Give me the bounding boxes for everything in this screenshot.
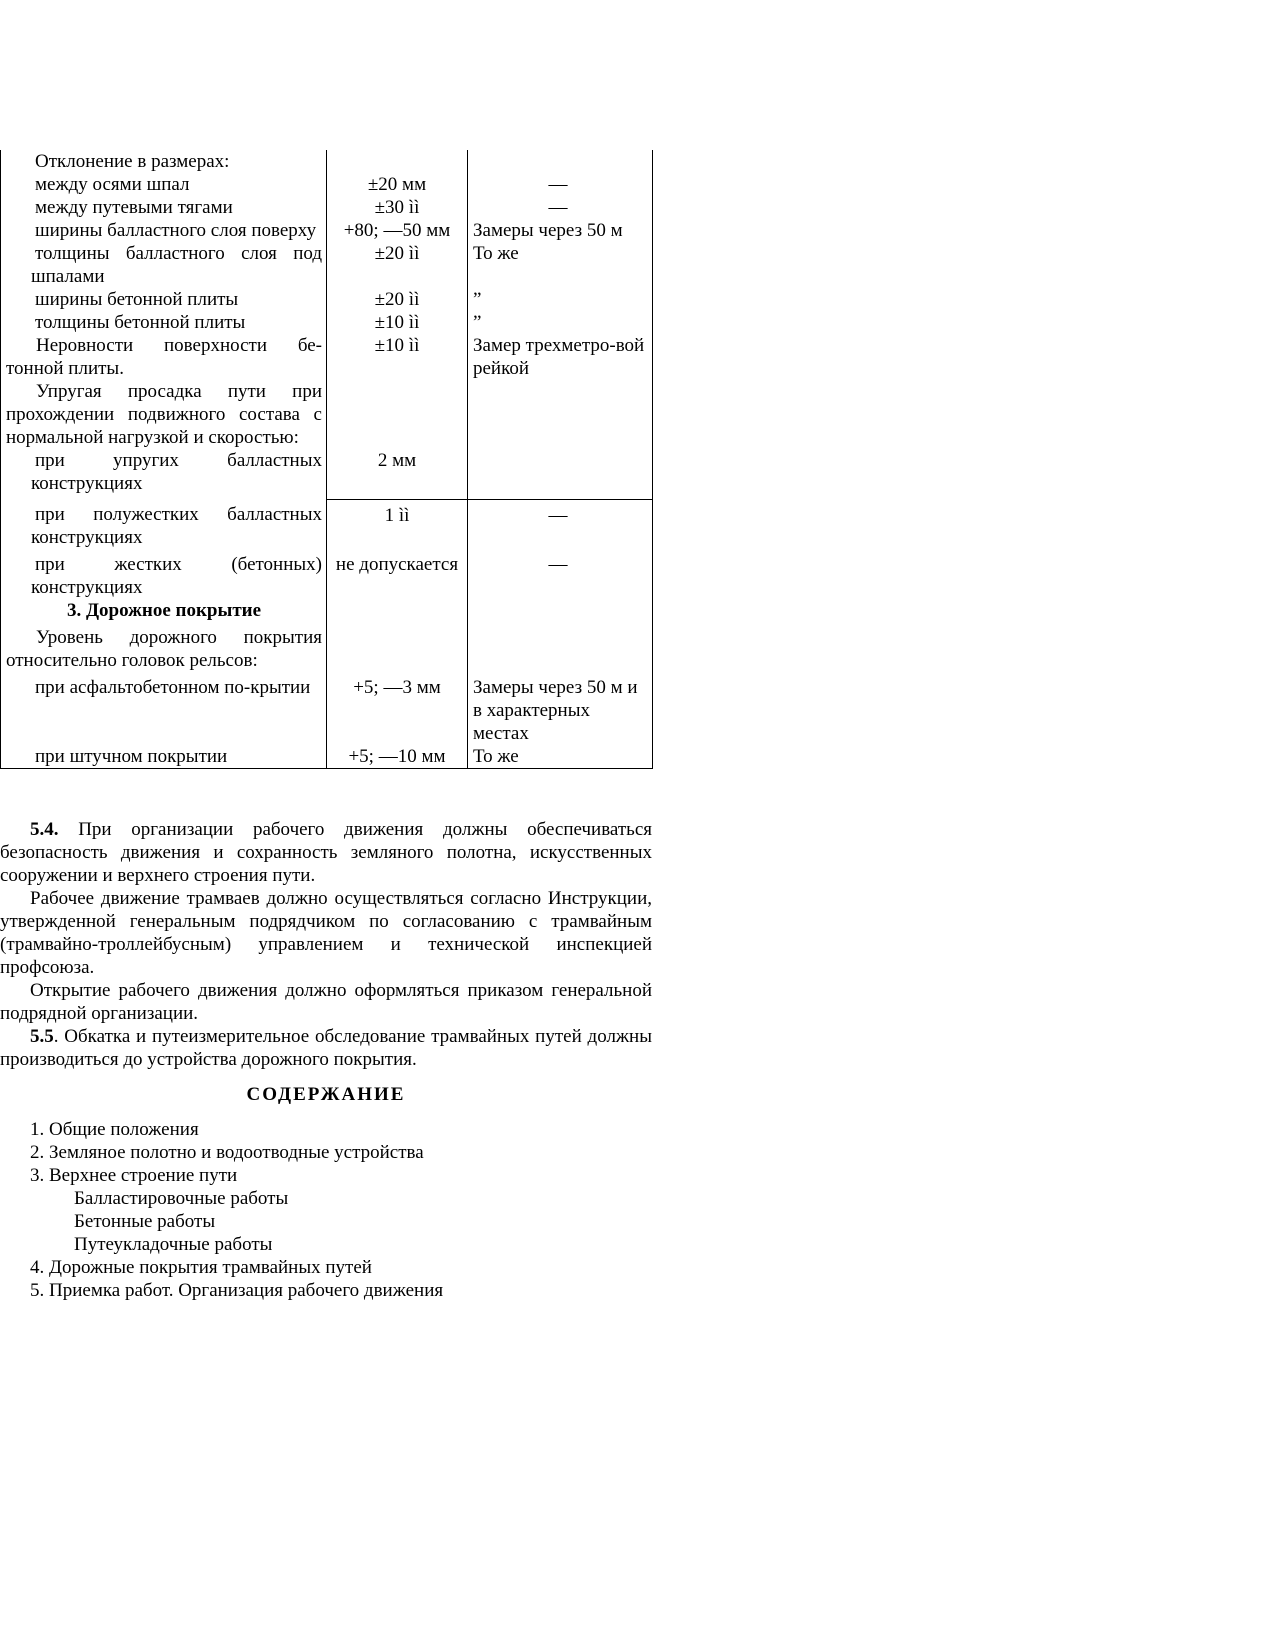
table-cell-tolerance: ±30 ìì — [327, 196, 468, 219]
toc-item: 1. Общие положения — [30, 1119, 199, 1140]
toc-subitem: Бетонные работы — [74, 1211, 216, 1232]
table-row — [1, 219, 653, 242]
table-cell-tolerance — [327, 622, 468, 676]
table-row — [1, 173, 653, 196]
table-row — [1, 745, 653, 769]
table-cell-parameter: Уровень дорожного покрытия относительно головок рельсов: — [1, 622, 327, 676]
table-of-contents — [30, 1118, 443, 1302]
table-cell-parameter: толщины бетонной плиты — [1, 311, 327, 334]
table-cell-tolerance: ±20 ìì — [327, 288, 468, 311]
toc-subitem: Балластировочные работы — [74, 1188, 289, 1209]
table-cell-note: Замер трехметро-вой рейкой — [468, 334, 653, 380]
table-cell-tolerance — [327, 150, 468, 173]
table-cell-note — [468, 449, 653, 499]
table-row — [1, 150, 653, 173]
table-row — [1, 380, 653, 449]
table-cell-tolerance: +5; —10 мм — [327, 745, 468, 769]
table-cell-parameter: толщины балластного слоя под шпалами — [1, 242, 327, 288]
table-cell-note: ” — [468, 288, 653, 311]
paragraph-work-traffic — [0, 887, 652, 979]
table-cell-parameter: при штучном покрытии — [1, 745, 327, 769]
table-cell-note — [468, 380, 653, 449]
table-row — [1, 242, 653, 288]
toc-item: 4. Дорожные покрытия трамвайных путей — [30, 1257, 372, 1278]
table-cell-tolerance: ±20 ìì — [327, 242, 468, 288]
table-row — [1, 622, 653, 676]
table-cell-tolerance: ±10 ìì — [327, 311, 468, 334]
paragraph-text: Открытие рабочего движения должно оформляться приказом генеральной подрядной организации. — [0, 980, 652, 1024]
toc-item: 5. Приемка работ. Организация рабочего движения — [30, 1280, 444, 1301]
paragraph-text: Рабочее движение трамваев должно осуществляться согласно Инструкции, утвержденной генеральным подрядчиком по согласованию с трамвайным (трамвайно-троллейбусным) управлением и технической инспекцией профсоюза. — [0, 888, 652, 978]
table-row — [1, 676, 653, 745]
table-cell-parameter: Отклонение в размерах: — [1, 150, 327, 173]
table-cell-parameter: ширины бетонной плиты — [1, 288, 327, 311]
table-cell-note: — — [468, 499, 653, 553]
paragraph-text: . Обкатка и путеизмерительное обследование трамвайных путей должны производиться до устройства дорожного покрытия. — [0, 1026, 652, 1070]
table-cell-parameter: при упругих балластных конструкциях — [1, 449, 327, 499]
table-cell-parameter: при жестких (бетонных) конструкциях — [1, 553, 327, 599]
paragraph-5-4 — [0, 818, 652, 887]
table-cell-tolerance: не допускается — [327, 553, 468, 599]
table-cell-note: — — [468, 196, 653, 219]
table-cell-note: То же — [468, 745, 653, 769]
table-cell-tolerance: +80; —50 мм — [327, 219, 468, 242]
table-cell-parameter: Упругая просадка пути при прохождении подвижного состава с нормальной нагрузкой и скоростью: — [1, 380, 327, 449]
table-cell-parameter: между осями шпал — [1, 173, 327, 196]
table-cell-note: — — [468, 553, 653, 599]
table-cell-note: То же — [468, 242, 653, 288]
table-cell-parameter: при полужестких балластных конструкциях — [1, 499, 327, 553]
clause-number: 5.5 — [30, 1026, 54, 1047]
paragraph-5-5 — [0, 1025, 652, 1071]
table-row — [1, 499, 653, 553]
table-cell-tolerance: ±20 мм — [327, 173, 468, 196]
table-cell-tolerance: 1 ìì — [327, 499, 468, 553]
table-row — [1, 311, 653, 334]
table-cell-tolerance — [327, 599, 468, 622]
table-cell-tolerance: 2 мм — [327, 449, 468, 499]
contents-title: СОДЕРЖАНИЕ — [246, 1084, 406, 1105]
toc-subitem: Путеукладочные работы — [74, 1234, 273, 1255]
table-cell-tolerance — [327, 380, 468, 449]
table-cell-note — [468, 622, 653, 676]
toc-item: 2. Земляное полотно и водоотводные устройства — [30, 1142, 424, 1163]
table-row — [1, 553, 653, 599]
table-cell-parameter: между путевыми тягами — [1, 196, 327, 219]
table-cell-note: Замеры через 50 м — [468, 219, 653, 242]
table-cell-parameter: ширины балластного слоя поверху — [1, 219, 327, 242]
paragraph-opening — [0, 979, 652, 1025]
table-cell-parameter: Неровности поверхности бе-тонной плиты. — [1, 334, 327, 380]
toc-item: 3. Верхнее строение пути — [30, 1165, 238, 1186]
table-cell-note: ” — [468, 311, 653, 334]
paragraph-text: При организации рабочего движения должны обеспечиваться безопасность движения и сохранность земляного полотна, искусственных сооружении и верхнего строения пути. — [0, 819, 652, 886]
table-row — [1, 334, 653, 380]
tolerance-table — [0, 150, 653, 769]
table-cell-tolerance: +5; —3 мм — [327, 676, 468, 745]
section-heading-road-surface: 3. Дорожное покрытие — [1, 599, 327, 622]
clause-number: 5.4. — [30, 819, 59, 840]
table-row — [1, 449, 653, 499]
table-cell-note: — — [468, 173, 653, 196]
table-cell-note — [468, 599, 653, 622]
table-row — [1, 196, 653, 219]
table-section-heading — [1, 599, 653, 622]
table-cell-tolerance: ±10 ìì — [327, 334, 468, 380]
table-cell-note: Замеры через 50 м и в характерных местах — [468, 676, 653, 745]
table-cell-parameter: при асфальтобетонном по-крытии — [1, 676, 327, 745]
table-row — [1, 288, 653, 311]
table-cell-note — [468, 150, 653, 173]
